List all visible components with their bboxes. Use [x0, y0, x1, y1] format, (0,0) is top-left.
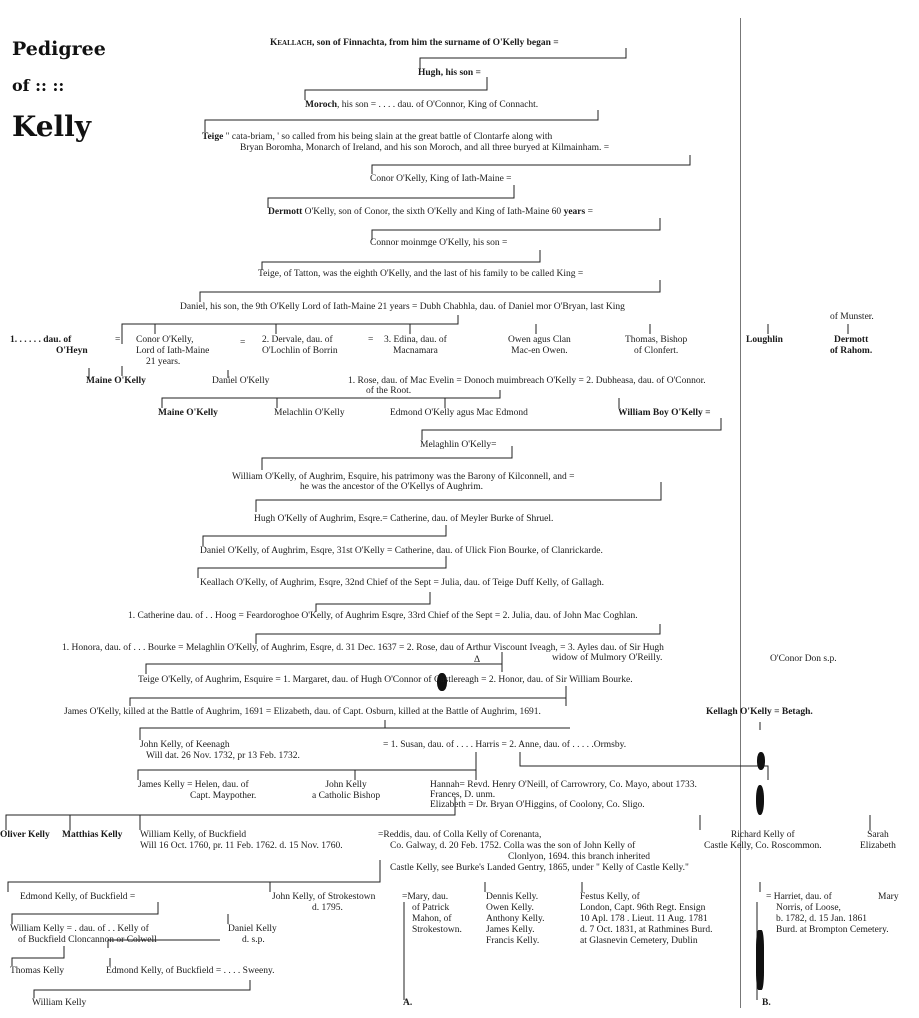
entry-william-aughrim: William O'Kelly, of Aughrim, Esquire, his patrimony was the Barony of Kilconnell, and =: [232, 472, 575, 482]
text-line: O'Lochlin of Borrin: [262, 346, 338, 356]
entry-teige-line2: Bryan Boromha, Monarch of Ireland, and his son Moroch, and all three buryed at Kilmainham. =: [240, 143, 610, 153]
entry-reddis: [378, 830, 689, 874]
entry-connor: Connor moinmge O'Kelly, his son =: [370, 238, 508, 248]
entry-harriet: [766, 892, 889, 936]
text-line: William Kelly = . dau. of . . Kelly of: [10, 924, 149, 934]
text-line: d. 1795.: [312, 903, 343, 913]
text-line: Dennis Kelly.: [486, 892, 539, 902]
entry-thomas-bishop: [625, 335, 687, 357]
entry-thomas-kelly: Thomas Kelly: [10, 966, 65, 976]
text-line: John Kelly: [325, 780, 367, 790]
entry-first-wife: 1. . . . . . dau. of: [10, 335, 72, 345]
marker-a: A.: [403, 998, 413, 1008]
entry-edina: [384, 335, 447, 357]
entry-dermott-rahom: [830, 335, 872, 357]
title-of: of :: ::: [12, 76, 65, 95]
text-line: Conor O'Kelly,: [136, 335, 194, 345]
entry-keallach-text: , son of Finnachta, from him the surname of O'Kelly began =: [312, 38, 559, 48]
text-line: d. s.p.: [242, 935, 265, 945]
entry-dennis-brothers: [486, 892, 545, 947]
text-line: Owen Kelly.: [486, 903, 534, 913]
entry-william-last: William Kelly: [32, 998, 87, 1008]
text-line: Norris, of Loose,: [776, 903, 841, 913]
entry-daniel-aughrim: Daniel O'Kelly, of Aughrim, Esqre, 31st O'Kelly = Catherine, dau. of Ulick Fion Bourke, of Clanrickarde.: [200, 546, 603, 556]
text-line: of Rahom.: [830, 346, 873, 356]
entry-moroch: [305, 100, 538, 111]
name-moroch: Moroch: [305, 100, 338, 110]
entry-maine-1: Maine O'Kelly: [86, 376, 146, 386]
entry-donoch: 1. Rose, dau. of Mac Evelin = Donoch muimbreach O'Kelly = 2. Dubheasa, dau. of O'Connor.: [348, 376, 706, 386]
entry-moroch-text: , his son = . . . . dau. of O'Connor, King of Connacht.: [337, 100, 539, 110]
text-line: Mac-en Owen.: [511, 346, 568, 356]
entry-first-wife-family: O'Heyn: [56, 346, 88, 356]
entry-loughlin: Loughlin: [746, 335, 783, 345]
text-line: =Reddis, dau. of Colla Kelly of Corenanta,: [378, 830, 542, 840]
entry-teige-aughrim: Teige O'Kelly, of Aughrim, Esquire = 1. Margaret, dau. of Hugh O'Connor of Castlereagh = 2. Honor, dau. of Sir William Bourke.: [138, 675, 633, 685]
entry-dervale: [262, 335, 338, 357]
text-line: Strokestown.: [412, 925, 462, 935]
text-line: = Harriet, dau. of: [766, 892, 832, 902]
entry-dermott-text: O'Kelly, son of Conor, the sixth O'Kelly and King of Iath-Maine 60: [302, 207, 564, 217]
name-keallach: Keallach: [270, 38, 313, 48]
entry-william-aughrim-cont: he was the ancestor of the O'Kellys of Aughrim.: [300, 482, 483, 492]
entry-william-kelly: [10, 924, 157, 946]
text-line: London, Capt. 96th Regt. Ensign: [580, 903, 706, 913]
text-line: a Catholic Bishop: [312, 791, 381, 801]
entry-teige-tatton: Teige, of Tatton, was the eighth O'Kelly, and the last of his family to be called King =: [258, 269, 584, 279]
entry-richard: [704, 830, 822, 852]
eq-sign: =: [240, 338, 246, 348]
text-line: Lord of Iath-Maine: [136, 346, 210, 356]
entry-teige-text: " cata-briam, ' so called from his being slain at the great battle of Clontarfe along with: [223, 132, 553, 142]
entry-melachlin: Melachlin O'Kelly: [274, 408, 345, 418]
text-line: Sarah: [867, 830, 889, 840]
entry-john-strokestown: [272, 892, 375, 914]
entry-matthias: Matthias Kelly: [62, 830, 123, 840]
entry-kellagh: Kellagh O'Kelly = Betagh.: [706, 707, 813, 717]
text-line: Anthony Kelly.: [486, 914, 545, 924]
entry-dermott-eq: =: [585, 207, 593, 217]
text-line: b. 1782, d. 15 Jan. 1861: [776, 914, 868, 924]
entry-keallach-aughrim: Keallach O'Kelly, of Aughrim, Esqre, 32nd Chief of the Sept = Julia, dau. of Teige Duff Kelly, of Gallagh.: [200, 578, 604, 588]
marker-b: B.: [762, 998, 771, 1008]
text-line: Will dat. 26 Nov. 1732, pr 13 Feb. 1732.: [146, 751, 300, 761]
text-line: 2. Dervale, dau. of: [262, 335, 333, 345]
text-line: 21 years.: [146, 357, 181, 367]
text-line: Dermott: [833, 335, 869, 345]
entry-rose-widow: widow of Mulmory O'Reilly.: [552, 653, 663, 663]
text-line: John Kelly, of Keenagh: [140, 740, 230, 750]
text-line: Will 16 Oct. 1760, pr. 11 Feb. 1762. d. 15 Nov. 1760.: [140, 841, 343, 851]
delta-mark: Δ: [474, 655, 481, 665]
text-line: d. 7 Oct. 1831, at Rathmines Burd.: [580, 925, 713, 935]
entry-melaghlin-aughrim: 1. Honora, dau. of . . . Bourke = Melaghlin O'Kelly, of Aughrim, Esqre, d. 31 Dec. 1637 = 2. Rose, dau of Arthur Viscount Iveagh, = 3. Ayles dau. of Sir Hugh: [62, 643, 664, 653]
eq-sign: =: [368, 335, 374, 345]
entry-oconor-don: O'Conor Don s.p.: [770, 654, 837, 664]
entry-james-aughrim: James O'Kelly, killed at the Battle of Aughrim, 1691 = Elizabeth, dau. of Capt. Osburn, killed at the Battle of Aughrim, 1691.: [64, 707, 541, 717]
text-line: Capt. Maypother.: [190, 791, 257, 801]
entry-maine-2: Maine O'Kelly: [158, 408, 218, 418]
text-line: Castle Kelly, Co. Roscommon.: [704, 841, 822, 851]
entry-james-kelly: [138, 780, 256, 802]
entry-conor-lord: [136, 335, 209, 368]
text-line: of Patrick: [412, 903, 450, 913]
text-line: James Kelly = Helen, dau. of: [138, 780, 249, 790]
entry-daniel-okelly: Daniel O'Kelly: [212, 376, 270, 386]
text-line: Thomas, Bishop: [625, 335, 688, 345]
entry-susan-anne: = 1. Susan, dau. of . . . . Harris = 2. Anne, dau. of . . . . .Ormsby.: [383, 740, 627, 750]
entry-teige-line1: [202, 132, 552, 143]
entry-sarah-elizabeth: [860, 830, 896, 852]
entry-dermott-years: years: [563, 207, 586, 217]
name-teige: Teige: [202, 132, 224, 142]
entry-john-keenagh: [140, 740, 300, 762]
ink-blot: [756, 930, 764, 990]
entry-elizabeth: Elizabeth = Dr. Bryan O'Higgins, of Coolony, Co. Sligo.: [430, 800, 645, 810]
ink-blot: [756, 785, 764, 815]
entry-daniel-cont: of Munster.: [830, 312, 874, 322]
entry-mary: Mary: [878, 892, 899, 902]
text-line: 10 Apl. 178 . Lieut. 11 Aug. 1781: [580, 914, 708, 924]
entry-dermott: [268, 207, 593, 218]
ink-blot: [757, 752, 765, 770]
text-line: Owen agus Clan: [508, 335, 571, 345]
entry-john-bishop: [312, 780, 380, 802]
entry-william-boy: William Boy O'Kelly =: [618, 408, 711, 418]
title-pedigree: Pedigree: [12, 38, 106, 60]
text-line: Clonlyon, 1694. this branch inherited: [508, 852, 650, 862]
entry-melaghlin: Melaghlin O'Kelly=: [420, 440, 497, 450]
text-line: at Glasnevin Cemetery, Dublin: [580, 936, 698, 946]
text-line: 3. Edina, dau. of: [384, 335, 447, 345]
text-line: Mahon, of: [412, 914, 452, 924]
entry-hannah: Hannah= Revd. Henry O'Neill, of Carrowrory, Co. Mayo, about 1733.: [430, 780, 697, 790]
text-line: James Kelly.: [486, 925, 535, 935]
entry-edmond-sweeny: Edmond Kelly, of Buckfield = . . . . Sweeny.: [106, 966, 275, 976]
text-line: Elizabeth: [860, 841, 896, 851]
entry-frances: Frances, D. unm.: [430, 790, 496, 800]
text-line: =Mary, dau.: [402, 892, 449, 902]
entry-william-buckfield: [140, 830, 343, 852]
text-line: of Clonfert.: [633, 346, 679, 356]
entry-edmond-buckfield: Edmond Kelly, of Buckfield =: [20, 892, 136, 902]
entry-mary-mahon: [402, 892, 462, 936]
eq-sign: =: [115, 335, 121, 345]
text-line: Festus Kelly, of: [580, 892, 640, 902]
name-dermott: Dermott: [268, 207, 303, 217]
entry-edmond-mac: Edmond O'Kelly agus Mac Edmond: [390, 408, 528, 418]
entry-daniel-kelly: [228, 924, 277, 946]
text-line: William Kelly, of Buckfield: [140, 830, 247, 840]
title-kelly: Kelly: [12, 110, 92, 143]
entry-hugh-aughrim: Hugh O'Kelly of Aughrim, Esqre.= Catherine, dau. of Meyler Burke of Shruel.: [254, 514, 554, 524]
entry-hugh: Hugh, his son =: [418, 68, 481, 78]
entry-keallach: [270, 38, 559, 49]
text-line: Daniel Kelly: [228, 924, 277, 934]
text-line: Richard Kelly of: [730, 830, 795, 840]
entry-donoch-root: of the Root.: [366, 386, 412, 396]
text-line: Co. Galway, d. 20 Feb. 1752. Colla was the son of John Kelly of: [390, 841, 636, 851]
entry-feardoroghoe: 1. Catherine dau. of . . Hoog = Feardoroghoe O'Kelly, of Aughrim Esqre, 33rd Chief of the Sept = 2. Julia, dau. of John Mac Coghlan.: [128, 611, 638, 621]
entry-daniel: Daniel, his son, the 9th O'Kelly Lord of Iath-Maine 21 years = Dubh Chabhla, dau. of Daniel mor O'Bryan, last King: [180, 302, 625, 312]
text-line: Francis Kelly.: [486, 936, 540, 946]
entry-oliver: Oliver Kelly: [0, 830, 50, 840]
text-line: Macnamara: [392, 346, 438, 356]
text-line: of Buckfield Cloncannon or Colwell: [18, 935, 157, 945]
entry-conor: Conor O'Kelly, King of Iath-Maine =: [370, 174, 512, 184]
entry-festus: [580, 892, 712, 947]
text-line: Castle Kelly, see Burke's Landed Gentry, 1865, under " Kelly of Castle Kelly.": [390, 863, 689, 873]
text-line: John Kelly, of Strokestown: [272, 892, 376, 902]
text-line: Burd. at Brompton Cemetery.: [776, 925, 889, 935]
entry-owen: [508, 335, 571, 357]
